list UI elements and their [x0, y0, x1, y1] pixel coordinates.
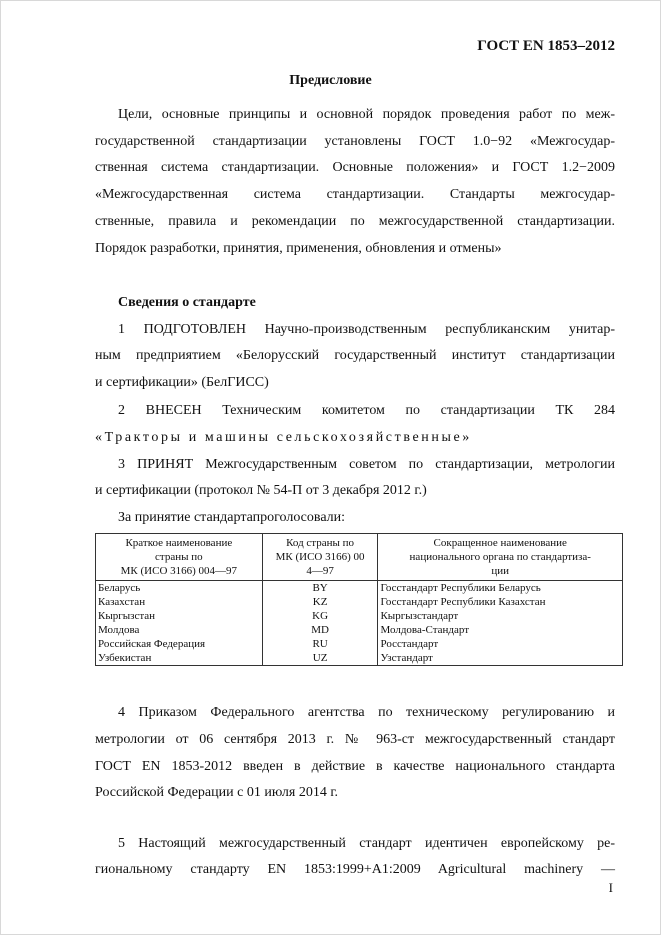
item1-line: 1 ПОДГОТОВЛЕН Научно-производственным республиканским унитар- — [118, 322, 615, 337]
preface-line: Цели, основные принципы и основной порядок проведения работ по меж- — [118, 107, 615, 122]
country-cell: Узбекистан — [96, 651, 263, 666]
code-cell: BY — [262, 581, 378, 596]
item3-line: и сертификации (протокол № 54-П от 3 декабря 2012 г.) — [95, 483, 427, 498]
table-row — [96, 651, 623, 666]
item5-line: 5 Настоящий межгосударственный стандарт идентичен европейскому ре- — [118, 836, 615, 851]
voted-label: За принятие стандартапроголосовали: — [118, 510, 346, 525]
preface-line: «Межгосударственная система стандартизации. Стандарты межгосудар- — [95, 187, 615, 202]
item3-line: 3 ПРИНЯТ Межгосударственным советом по стандартизации, метрологии — [118, 457, 615, 472]
item2-line: 2 ВНЕСЕН Техническим комитетом по стандартизации ТК 284 — [118, 403, 615, 418]
table-header-row — [96, 534, 623, 581]
preface-line: Порядок разработки, принятия, применения, обновления и отмены» — [95, 241, 502, 256]
preface-line: государственной стандартизации установлены ГОСТ 1.0−92 «Межгосудар- — [95, 134, 615, 149]
header-line: Сокращенное наименование — [433, 537, 567, 549]
table-row — [96, 595, 623, 609]
standard-code-header: ГОСТ EN 1853–2012 — [477, 38, 615, 54]
preface-title: Предисловие — [289, 73, 372, 88]
code-cell: KZ — [262, 595, 378, 609]
preface-line: ственная система стандартизации. Основные положения» и ГОСТ 1.2−2009 — [95, 160, 615, 175]
item1-line: и сертификации» (БелГИСС) — [95, 375, 269, 390]
item2-line: «Тракторы и машины сельскохозяйственные» — [95, 430, 472, 445]
body-cell: Кыргызстандарт — [378, 609, 623, 623]
item4-line: 4 Приказом Федерального агентства по техническому регулированию и — [118, 705, 615, 720]
country-cell: Молдова — [96, 623, 263, 637]
code-cell: KG — [262, 609, 378, 623]
table-row — [96, 637, 623, 651]
body-cell: Узстандарт — [378, 651, 623, 666]
header-line: Краткое наименование — [125, 537, 233, 549]
item4-line: Российской Федерации с 01 июля 2014 г. — [95, 785, 339, 800]
page-number: I — [608, 880, 613, 895]
item4-line: метрологии от 06 сентября 2013 г. № 963-ст межгосударственный стандарт — [95, 732, 615, 747]
header-line: страны по — [155, 551, 203, 563]
table-row — [96, 581, 623, 596]
country-cell: Беларусь — [96, 581, 263, 596]
item5-line: гиональному стандарту EN 1853:1999+A1:2009 Agricultural machinery — — [95, 862, 615, 877]
header-line: ции — [491, 565, 510, 577]
country-cell: Кыргызстан — [96, 609, 263, 623]
column-header-country — [96, 534, 263, 581]
country-cell: Российская Федерация — [96, 637, 263, 651]
header-line: Код страны по — [286, 537, 355, 549]
countries-table — [95, 533, 623, 666]
code-cell: UZ — [262, 651, 378, 666]
body-cell: Госстандарт Республики Беларусь — [378, 581, 623, 596]
body-cell: Росстандарт — [378, 637, 623, 651]
body-cell: Госстандарт Республики Казахстан — [378, 595, 623, 609]
header-line: МК (ИСО 3166) 004—97 — [120, 565, 238, 577]
code-cell: MD — [262, 623, 378, 637]
item1-line: ным предприятием «Белорусский государственный институт стандартизации — [95, 348, 615, 363]
table-row — [96, 609, 623, 623]
code-cell: RU — [262, 637, 378, 651]
column-header-body — [378, 534, 623, 581]
country-cell: Казахстан — [96, 595, 263, 609]
column-header-code — [262, 534, 378, 581]
item4-line: ГОСТ EN 1853-2012 введен в действие в качестве национального стандарта — [95, 759, 615, 774]
table-row — [96, 623, 623, 637]
header-line: 4—97 — [306, 565, 334, 577]
preface-line: ственные, правила и рекомендации по межгосударственной стандартизации. — [95, 214, 615, 229]
header-line: национального органа по стандартиза- — [409, 551, 591, 563]
about-heading: Сведения о стандарте — [118, 295, 256, 310]
header-line: МК (ИСО 3166) 00 — [275, 551, 365, 563]
body-cell: Молдова-Стандарт — [378, 623, 623, 637]
